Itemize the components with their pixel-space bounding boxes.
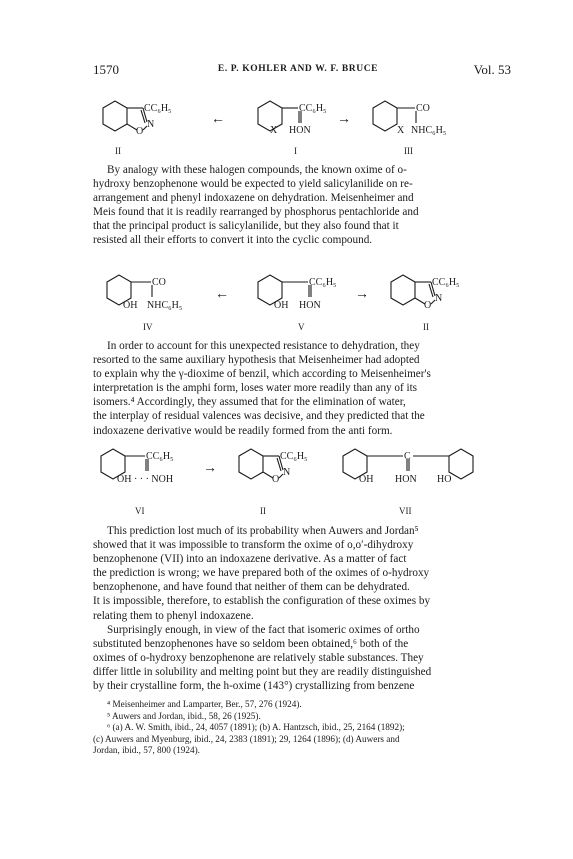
iii-nh-label: NHC₆H₅	[411, 125, 447, 136]
ii-b-roman: II	[423, 322, 429, 332]
arrow-right-3: →	[203, 461, 217, 476]
reaction-scheme-2	[93, 262, 511, 336]
vii-hon-label: HON	[395, 474, 417, 485]
p3-line-6: It is impossible, therefore, to establish the configuration of these oximes by	[93, 595, 431, 608]
arrow-right-1: →	[337, 112, 351, 127]
footnote-5: ⁵ Auwers and Jordan, ibid., 58, 26 (1925).	[107, 710, 261, 721]
paragraph-1	[93, 163, 511, 248]
structure-ii-b	[391, 275, 460, 332]
running-title: E. P. KOHLER AND W. F. BRUCE	[217, 64, 379, 74]
p4-line-2: substituted benzophenones have so seldom been obtained,⁶ both of the	[93, 638, 409, 651]
vi-oh-noh-label: OH · · · NOH	[117, 474, 174, 485]
paragraph-2	[93, 339, 511, 438]
reaction-scheme-1	[93, 88, 511, 160]
ii-b-n-label: N	[435, 293, 443, 304]
ii-n-label: N	[147, 119, 155, 130]
ii-b-substituent: CC₆H₅	[432, 277, 460, 288]
v-substituent: CC₆H₅	[309, 277, 337, 288]
p2-line-5: isomers.⁴ Accordingly, they assumed that for the elimination of water,	[93, 396, 406, 409]
structure-vii	[343, 449, 473, 516]
structure-iv	[107, 275, 182, 332]
arrow-right-2: →	[355, 287, 369, 302]
structure-iii	[373, 101, 446, 156]
ii-roman: II	[115, 146, 121, 156]
i-x-label: X	[270, 125, 278, 136]
p2-line-4: interpretation is the amphi form, loses water more readily than any of its	[93, 382, 418, 395]
p1-line-5: that the principal product is salicylanilide, but they also found that it	[93, 220, 399, 233]
paragraph-3	[93, 524, 511, 623]
footnotes	[93, 699, 511, 757]
volume-label: Vol. 53	[473, 62, 511, 77]
p4-line-5: by their crystalline form, the h-oxime (143°) crystallizing from benzene	[93, 680, 415, 693]
p1-line-6: resisted all their efforts to convert it into the cyclic compound.	[93, 234, 373, 247]
ii-c-n-label: N	[283, 467, 291, 478]
ii-o-label: O	[136, 126, 144, 137]
structure-vi	[101, 449, 174, 516]
reaction-scheme-3	[93, 436, 511, 520]
p3-line-7: relating them to phenyl indoxazene.	[93, 609, 254, 622]
p1-line-2: hydroxy benzophenone would be expected to yield salicylanilide on re-	[93, 178, 413, 191]
iv-roman: IV	[143, 322, 153, 332]
arrow-left-2: ←	[215, 287, 229, 302]
ii-b-o-label: O	[424, 300, 432, 311]
iv-oh-label: OH	[123, 300, 138, 311]
page-number: 1570	[93, 62, 119, 77]
iii-x-label: X	[397, 125, 405, 136]
v-oh-label: OH	[274, 300, 289, 311]
v-hon-label: HON	[299, 300, 321, 311]
iv-substituent: CO	[152, 277, 166, 288]
p2-line-6: the interplay of residual valences was decisive, and they predicted that the	[93, 410, 425, 423]
p3-line-2: showed that it was impossible to transform the oxime of o,o′-dihydroxy	[93, 539, 414, 552]
running-header	[93, 62, 511, 78]
iii-substituent: CO	[416, 103, 430, 114]
p1-line-1: By analogy with these halogen compounds, the known oxime of o-	[107, 164, 407, 176]
paragraph-4	[93, 623, 511, 693]
ii-c-substituent: CC₆H₅	[280, 451, 308, 462]
footnote-6-cont-2: Jordan, ibid., 57, 800 (1924).	[93, 745, 200, 756]
p2-line-2: resorted to the same auxiliary hypothesis that Meisenheimer had adopted	[93, 354, 420, 367]
p3-line-1: This prediction lost much of its probability when Auwers and Jordan⁵	[107, 525, 419, 537]
p4-line-1: Surprisingly enough, in view of the fact that isomeric oximes of ortho	[107, 624, 420, 636]
footnote-4: ⁴ Meisenheimer and Lamparter, Ber., 57, 276 (1924).	[107, 699, 302, 709]
p2-line-7: indoxazene derivative would be readily formed from the anti form.	[93, 424, 393, 437]
vii-roman: VII	[399, 506, 412, 516]
p4-line-3: oximes of o-hydroxy benzophenone are relatively stable substances. They	[93, 652, 424, 665]
vi-substituent: CC₆H₅	[146, 451, 174, 462]
vii-c-label: C	[404, 451, 411, 462]
i-hon-label: HON	[289, 125, 311, 136]
iv-nh-label: NHC₆H₅	[147, 300, 183, 311]
p4-line-4: differ little in solubility and melting point but they are readily distinguished	[93, 666, 432, 679]
p1-line-3: arrangement and phenyl indoxazene on dehydration. Meisenheimer and	[93, 192, 414, 205]
ii-c-o-label: O	[272, 474, 280, 485]
vi-roman: VI	[135, 506, 145, 516]
p2-line-1: In order to account for this unexpected resistance to dehydration, they	[107, 340, 420, 352]
p3-line-4: the prediction is wrong; we have prepared both of the oximes of o-hydroxy	[93, 567, 430, 580]
v-roman: V	[298, 322, 305, 332]
p2-line-3: to explain why the γ-dioxime of benzil, which according to Meisenheimer's	[93, 368, 431, 381]
iii-roman: III	[404, 146, 413, 156]
structure-ii-c	[239, 449, 308, 516]
structure-i	[258, 101, 327, 156]
p1-line-4: Meis found that it is readily rearranged by phosphorus pentachloride and	[93, 206, 419, 219]
footnote-6-cont-1: (c) Auwers and Myenburg, ibid., 24, 2383 (1891); 29, 1264 (1896); (d) Auwers and	[93, 733, 400, 744]
vii-ho-label: HO	[437, 474, 452, 485]
p3-line-5: benzophenone, and have found that neither of them can be dehydrated.	[93, 581, 410, 594]
structure-v	[258, 275, 337, 332]
i-substituent: CC₆H₅	[299, 103, 327, 114]
ii-substituent: CC₆H₅	[144, 103, 172, 114]
i-roman: I	[294, 146, 297, 156]
ii-c-roman: II	[260, 506, 266, 516]
arrow-left-1: ←	[211, 112, 225, 127]
p3-line-3: benzophenone (VII) into an indoxazene derivative. As a matter of fact	[93, 553, 407, 566]
vii-oh-label: OH	[359, 474, 374, 485]
structure-ii	[103, 101, 172, 156]
footnote-6: ⁶ (a) A. W. Smith, ibid., 24, 4057 (1891); (b) A. Hantzsch, ibid., 25, 2164 (1892);	[107, 722, 405, 733]
